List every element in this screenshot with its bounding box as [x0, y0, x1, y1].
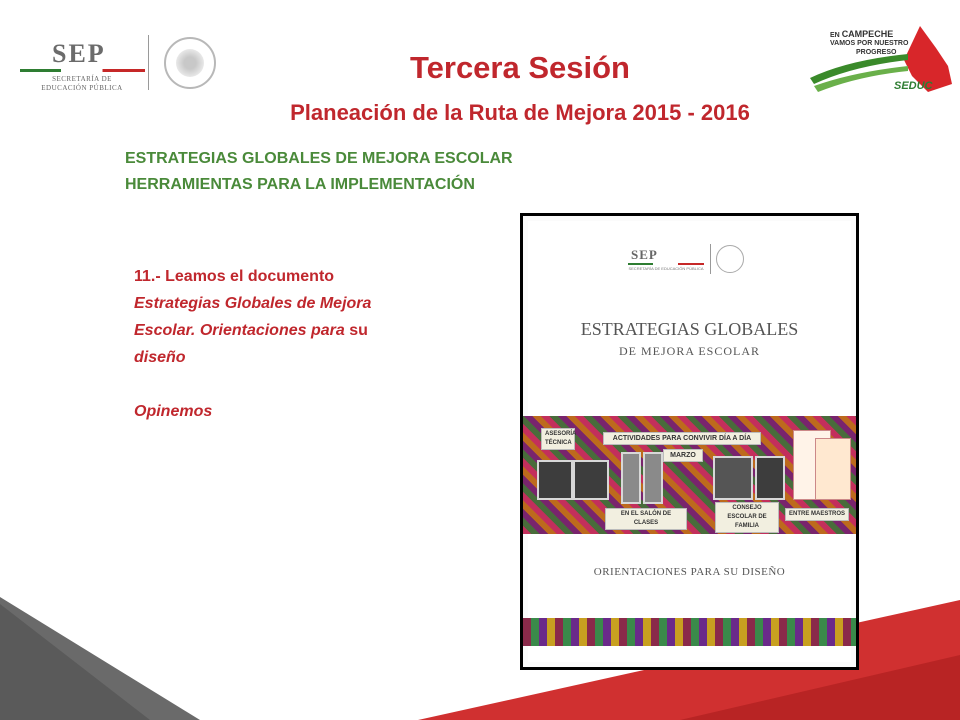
- cover-photo-band: [523, 416, 859, 534]
- cover-photo-5: [713, 456, 753, 500]
- campeche-name: CAMPECHE: [841, 29, 894, 39]
- page-subtitle: Planeación de la Ruta de Mejora 2015 - 2016: [290, 100, 750, 125]
- spacer: [134, 371, 464, 398]
- cover-sep-subtitle: SECRETARÍA DE EDUCACIÓN PÚBLICA: [628, 266, 704, 271]
- page-title: Tercera Sesión: [410, 50, 630, 85]
- doc-title-line3: diseño: [134, 349, 186, 366]
- sep-subtitle-line2: EDUCACIÓN PÚBLICA: [41, 84, 123, 92]
- cover-footer-text: ORIENTACIONES PARA SU DISEÑO: [593, 566, 786, 578]
- campeche-line3: PROGRESO: [856, 49, 897, 56]
- cover-label-marzo: MARZO: [663, 449, 703, 462]
- cover-label-aula: EN EL SALÓN DE CLASES: [605, 508, 687, 530]
- closing-text: Opinemos: [134, 403, 213, 420]
- instruction-text: [134, 263, 464, 425]
- campeche-line2: VAMOS POR NUESTRO: [830, 40, 909, 47]
- cover-label-asesoria: ASESORÍA TÉCNICA: [541, 428, 575, 450]
- cover-page: [528, 221, 851, 662]
- doc-title-line2-text: Escolar. Orientaciones para: [134, 322, 345, 339]
- cover-photo-3: [621, 452, 641, 504]
- instruction-intro: 11.- Leamos el documento: [134, 268, 335, 285]
- sep-subtitle-line1: SECRETARÍA DE: [52, 75, 112, 83]
- cover-tricolor-line: [628, 263, 704, 265]
- campeche-line1: [830, 30, 893, 40]
- doc-title-su: su: [349, 322, 368, 339]
- section-heading-2: HERRAMIENTAS PARA LA IMPLEMENTACIÓN: [125, 176, 475, 193]
- cover-photo-2: [573, 460, 609, 500]
- campeche-prefix: EN: [830, 32, 840, 39]
- cover-photo-1: [537, 460, 573, 500]
- seduc-brand: SEDUC: [894, 80, 933, 92]
- cover-photo-6: [755, 456, 785, 500]
- section-heading-1: ESTRATEGIAS GLOBALES DE MEJORA ESCOLAR: [125, 150, 513, 167]
- cover-sep-word: SEP: [631, 247, 658, 262]
- cover-title-line1: ESTRATEGIAS GLOBALES: [580, 319, 799, 339]
- cover-bottom-pattern: [523, 618, 859, 646]
- cover-photo-4: [643, 452, 663, 504]
- doc-title-line2: [134, 317, 464, 344]
- cover-title-line2: DE MEJORA ESCOLAR: [618, 344, 760, 358]
- cover-label-consejo: CONSEJO ESCOLAR DE FAMILIA: [715, 502, 779, 533]
- cover-poster-2: [815, 438, 851, 500]
- cover-label-entre: ENTRE MAESTROS: [785, 508, 849, 521]
- cover-label-actividades: ACTIVIDADES PARA CONVIVIR DÍA A DÍA: [603, 432, 761, 445]
- document-cover-image: [520, 213, 859, 670]
- doc-title-line1: Estrategias Globales de Mejora: [134, 295, 372, 312]
- cover-coat-of-arms-icon: [716, 245, 744, 273]
- sep-logo-word: SEP: [52, 39, 106, 68]
- cover-divider: [710, 244, 711, 274]
